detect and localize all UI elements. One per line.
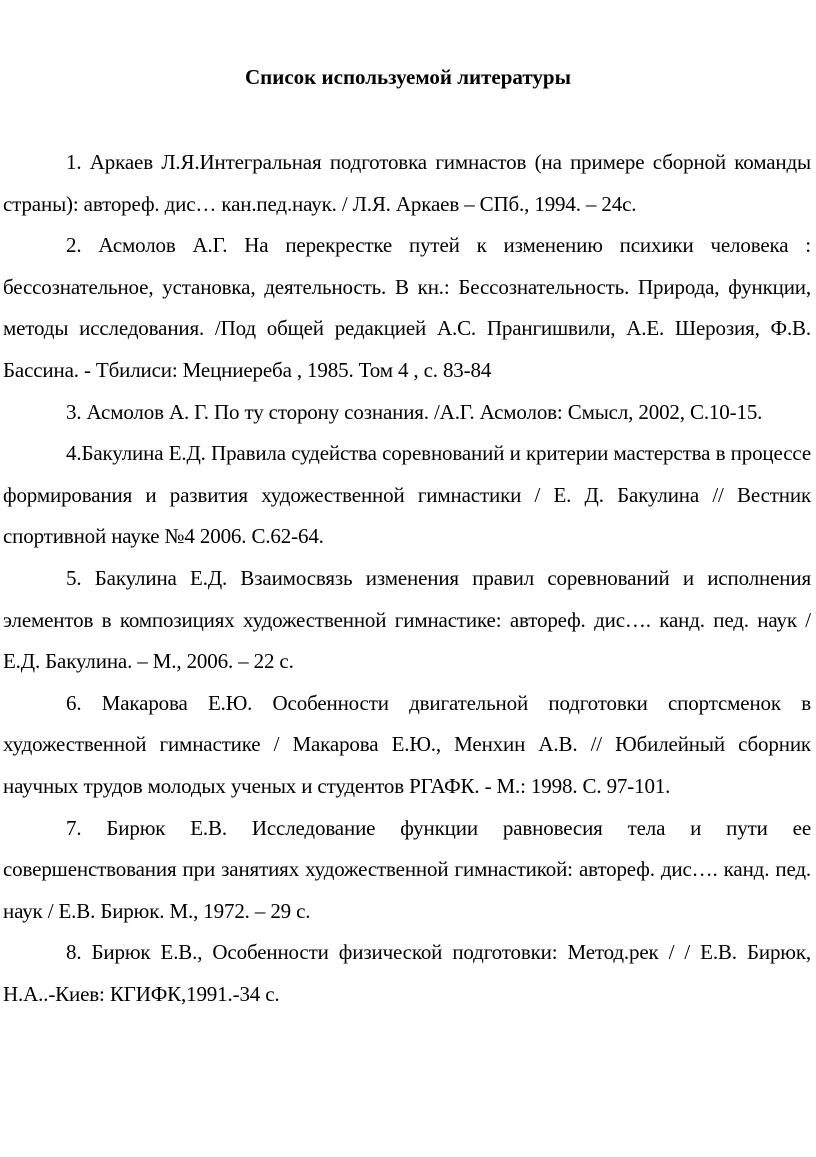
page-title: Список используемой литературы — [245, 65, 571, 89]
reference-item: 7. Бирюк Е.В. Исследование функции равновесия тела и пути ее совершенствования при занятиях художественной гимнастикой: автореф. дис…. канд. пед. наук / Е.В. Бирюк. М., 1972. – 29 с. — [3, 815, 811, 923]
reference-item: 6. Макарова Е.Ю. Особенности двигательной подготовки спортсменок в художественной гимнастике / Макарова Е.Ю., Менхин А.В. // Юбилейный сборник научных трудов молодых ученых и студентов РГАФК. - М.: 1998. С. 97-101. — [3, 690, 811, 798]
reference-item: 3. Асмолов А. Г. По ту сторону сознания. /А.Г. Асмолов: Смысл, 2002, С.10-15. — [66, 399, 763, 424]
reference-list — [3, 142, 811, 1015]
reference-item: 1. Аркаев Л.Я.Интегральная подготовка гимнастов (на примере сборной команды страны): автореф. дис… кан.пед.наук. / Л.Я. Аркаев – СПб., 1994. – 24с. — [3, 150, 811, 216]
reference-item: 4.Бакулина Е.Д. Правила судейства соревнований и критерии мастерства в процессе формирования и развития художественной гимнастики / Е. Д. Бакулина // Вестник спортивной науке №4 2006. С.62-64. — [3, 441, 811, 549]
reference-item: 8. Бирюк Е.В., Особенности физической подготовки: Метод.рек / / Е.В. Бирюк, Н.А..-Киев: КГИФК,1991.-34 с. — [3, 940, 811, 1006]
reference-item: 5. Бакулина Е.Д. Взаимосвязь изменения правил соревнований и исполнения элементов в композициях художественной гимнастике: автореф. дис…. канд. пед. наук / Е.Д. Бакулина. – М., 2006. – 22 с. — [3, 565, 811, 674]
reference-item: 2. Асмолов А.Г. На перекрестке путей к изменению психики человека : бессознательное, установка, деятельность. В кн.: Бессознательность. Природа, функции, методы исследования. /Под общей редакцией А.С. Прангишвили, А.Е. Шерозия, Ф.В. Бассина. - Тбилиси: Мецниереба , 1985. Том 4 , с. 83-84 — [3, 233, 811, 382]
